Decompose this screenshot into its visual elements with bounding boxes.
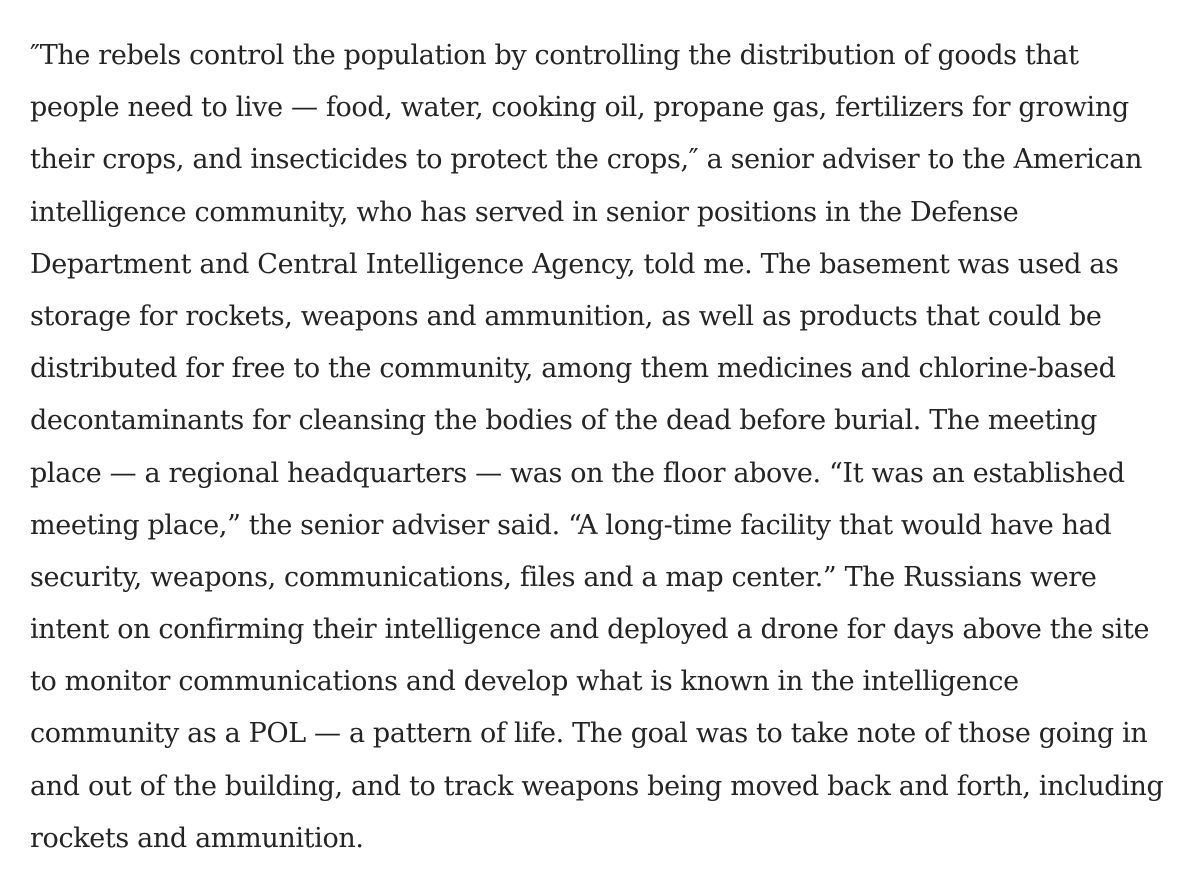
paragraph-line: community as a POL — a pattern of life. The goal was to take note of those going in <box>30 718 1148 750</box>
paragraph-line: place — a regional headquarters — was on the floor above. “It was an established <box>30 457 1125 489</box>
paragraph-line: decontaminants for cleansing the bodies of the dead before burial. The meeting <box>30 405 1098 437</box>
paragraph-line: meeting place,” the senior adviser said. “A long-time facility that would have had <box>30 509 1112 541</box>
paragraph-line: intent on confirming their intelligence and deployed a drone for days above the site <box>30 614 1150 646</box>
article-paragraph <box>30 30 1190 865</box>
paragraph-line: and out of the building, and to track weapons being moved back and forth, including <box>30 770 1164 802</box>
paragraph-line: people need to live — food, water, cooking oil, propane gas, fertilizers for growing <box>30 92 1129 124</box>
paragraph-line: to monitor communications and develop what is known in the intelligence <box>30 666 1019 698</box>
paragraph-line: intelligence community, who has served in senior positions in the Defense <box>30 196 1019 228</box>
paragraph-line: security, weapons, communications, files and a map center.” The Russians were <box>30 561 1097 593</box>
paragraph-line: their crops, and insecticides to protect the crops,″ a senior adviser to the American <box>30 144 1143 176</box>
paragraph-line: distributed for free to the community, among them medicines and chlorine-based <box>30 353 1116 385</box>
paragraph-line: ″The rebels control the population by controlling the distribution of goods that <box>30 40 1079 71</box>
paragraph-line: Department and Central Intelligence Agency, told me. The basement was used as <box>30 248 1119 280</box>
paragraph-line: rockets and ammunition. <box>30 822 364 854</box>
paragraph-line: storage for rockets, weapons and ammunition, as well as products that could be <box>30 300 1102 332</box>
